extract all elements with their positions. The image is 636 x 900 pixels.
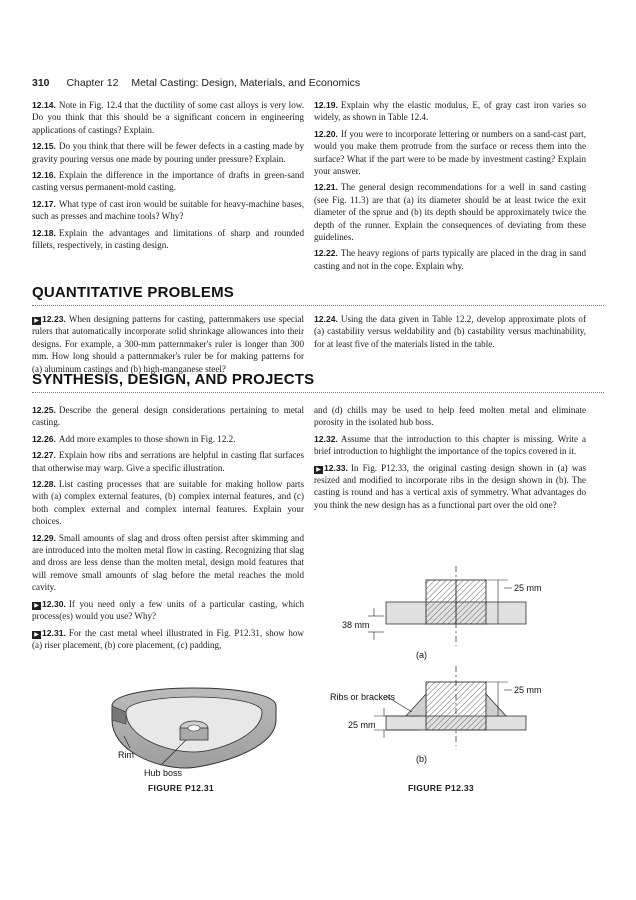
problem-12-19: 12.19. Explain why the elastic modulus, E, of gray cast iron varies so widely, as shown in Table 12.4. [314, 100, 586, 123]
problem-12-30: ▶ 12.30. If you need only a few units of a particular casting, which process(es) would you use? Why? [32, 598, 304, 622]
label-b: (b) [416, 754, 427, 764]
figure-p12-31-caption: FIGURE P12.31 [148, 783, 214, 793]
ribs-label: Ribs or brackets [330, 692, 396, 702]
problem-12-22: 12.22. The heavy regions of parts typically are placed in the drag in sand casting and not in the cope. Explain why. [314, 248, 586, 271]
problem-12-28: 12.28. List casting processes that are suitable for making hollow parts with (a) complex external features, (b) complex internal features, and (c) both complex external and complex internal features. Explain your choices. [32, 479, 304, 527]
label-a: (a) [416, 650, 427, 660]
section-title-quantitative: QUANTITATIVE PROBLEMS [32, 284, 234, 301]
rib-left-shape [406, 694, 426, 716]
chapter-label: Chapter 12 [66, 77, 119, 89]
section-divider [32, 305, 604, 306]
problem-12-21: 12.21. The general design recommendations for a well in sand casting (see Fig. 11.3) are that (a) its diameter should be at least twice the exit diameter of the sprue and (b) its depth should be approximately twice the depth of the runner. Explain the consequences of deviating from these guidelines. [314, 182, 586, 243]
chapter-title: Metal Casting: Design, Materials, and Economics [131, 77, 361, 89]
rib-right-shape [486, 694, 506, 716]
problem-12-15: 12.15. Do you think that there will be fewer defects in a casting made by gravity pouring versus one made by pouring under pressure? Explain. [32, 141, 304, 164]
rim-label: Rim [118, 750, 134, 760]
figure-p12-33-diagram [330, 566, 596, 776]
design-flag-icon: ▶ [32, 317, 41, 325]
section-divider [32, 392, 604, 393]
problem-12-26: 12.26. Add more examples to those shown in Fig. 12.2. [32, 433, 236, 444]
problem-12-33: ▶ 12.33. In Fig. P12.33, the original casting design shown in (a) was resized and modified to incorporate ribs in the design shown in (b). The casting is round and has a vertical axis of symmetry. What advantages do you think the new design has as a functional part over the old one? [314, 462, 586, 510]
problem-12-25: 12.25. Describe the general design considerations pertaining to metal casting. [32, 405, 304, 428]
problem-12-18: 12.18. Explain the advantages and limitations of sharp and rounded fillets, respectively, in casting design. [32, 227, 304, 251]
dim-a-side: 25 mm [514, 583, 542, 593]
problem-12-14: 12.14. Note in Fig. 12.4 that the ductility of some cast alloys is very low. Do you think that this should be a significant concern in engineering applications of castings? Explain. [32, 100, 304, 135]
problem-12-16: 12.16. Explain the difference in the importance of drafts in green-sand casting versus permanent-mold casting. [32, 170, 304, 193]
design-flag-icon: ▶ [314, 466, 323, 474]
problem-12-27: 12.27. Explain how ribs and serrations are helpful in casting flat surfaces that otherwise may warp. Give a specific illustration. [32, 450, 304, 473]
running-header [32, 77, 360, 89]
problem-12-17: 12.17. What type of cast iron would be suitable for heavy-machine bases, such as presses and machine tools? Why? [32, 198, 304, 222]
design-flag-icon: ▶ [32, 602, 41, 610]
page-number: 310 [32, 77, 50, 89]
problem-12-29: 12.29. Small amounts of slag and dross often persist after skimming and are introduced into the molten metal flow in casting. Recognizing that slag and dross are less dense than the molten metal, design mold features that will remove small amounts of slag before the metal reaches the mold cavity. [32, 532, 304, 593]
figure-p12-33-a [342, 566, 542, 660]
left-column-quant [32, 313, 304, 379]
right-column-synthesis [314, 404, 586, 515]
section-title-synthesis: SYNTHESIS, DESIGN, AND PROJECTS [32, 371, 315, 388]
figure-p12-33-caption: FIGURE P12.33 [408, 783, 474, 793]
figure-p12-31-wheel [104, 672, 284, 780]
hub-boss-label: Hub boss [144, 768, 183, 778]
dim-b-side: 25 mm [514, 685, 542, 695]
dim-b-base: 25 mm [348, 720, 376, 730]
design-flag-icon: ▶ [32, 631, 41, 639]
problem-12-24: 12.24. Using the data given in Table 12.2, develop approximate plots of (a) castability versus weldability and (b) castability versus machinability, for at least five of the materials listed in the table. [314, 314, 586, 349]
right-column-quant [314, 313, 586, 354]
left-column-top [32, 99, 304, 255]
right-column-top [314, 99, 586, 276]
problem-12-20: 12.20. If you were to incorporate lettering or numbers on a sand-cast part, would you make them protrude from the surface or recess them into the surface? What if the part were to be made by investment casting? Explain your answer. [314, 128, 586, 177]
problem-12-31: ▶ 12.31. For the cast metal wheel illustrated in Fig. P12.31, show how (a) riser placement, (b) core placement, (c) padding, [32, 627, 304, 650]
problem-12-32: 12.32. Assume that the introduction to this chapter is missing. Write a brief introduction to highlight the importance of the topics covered in it. [314, 433, 586, 457]
dim-a-base: 38 mm [342, 620, 370, 630]
left-column-synthesis [32, 404, 304, 655]
figure-p12-33-b [330, 666, 542, 764]
problem-12-31-continued: and (d) chills may be used to help feed molten metal and eliminate porosity in the isolated hub boss. [314, 405, 586, 428]
problem-12-23: ▶ 12.23. When designing patterns for casting, patternmakers use special rulers that automatically incorporate solid shrinkage allowances into their designs. For example, a 300-mm patternmaker's ruler is longer than 300 mm. How long should a patternmaker's ruler be for making patterns for (a) aluminum castings and (b) high-manganese steel? [32, 314, 304, 374]
